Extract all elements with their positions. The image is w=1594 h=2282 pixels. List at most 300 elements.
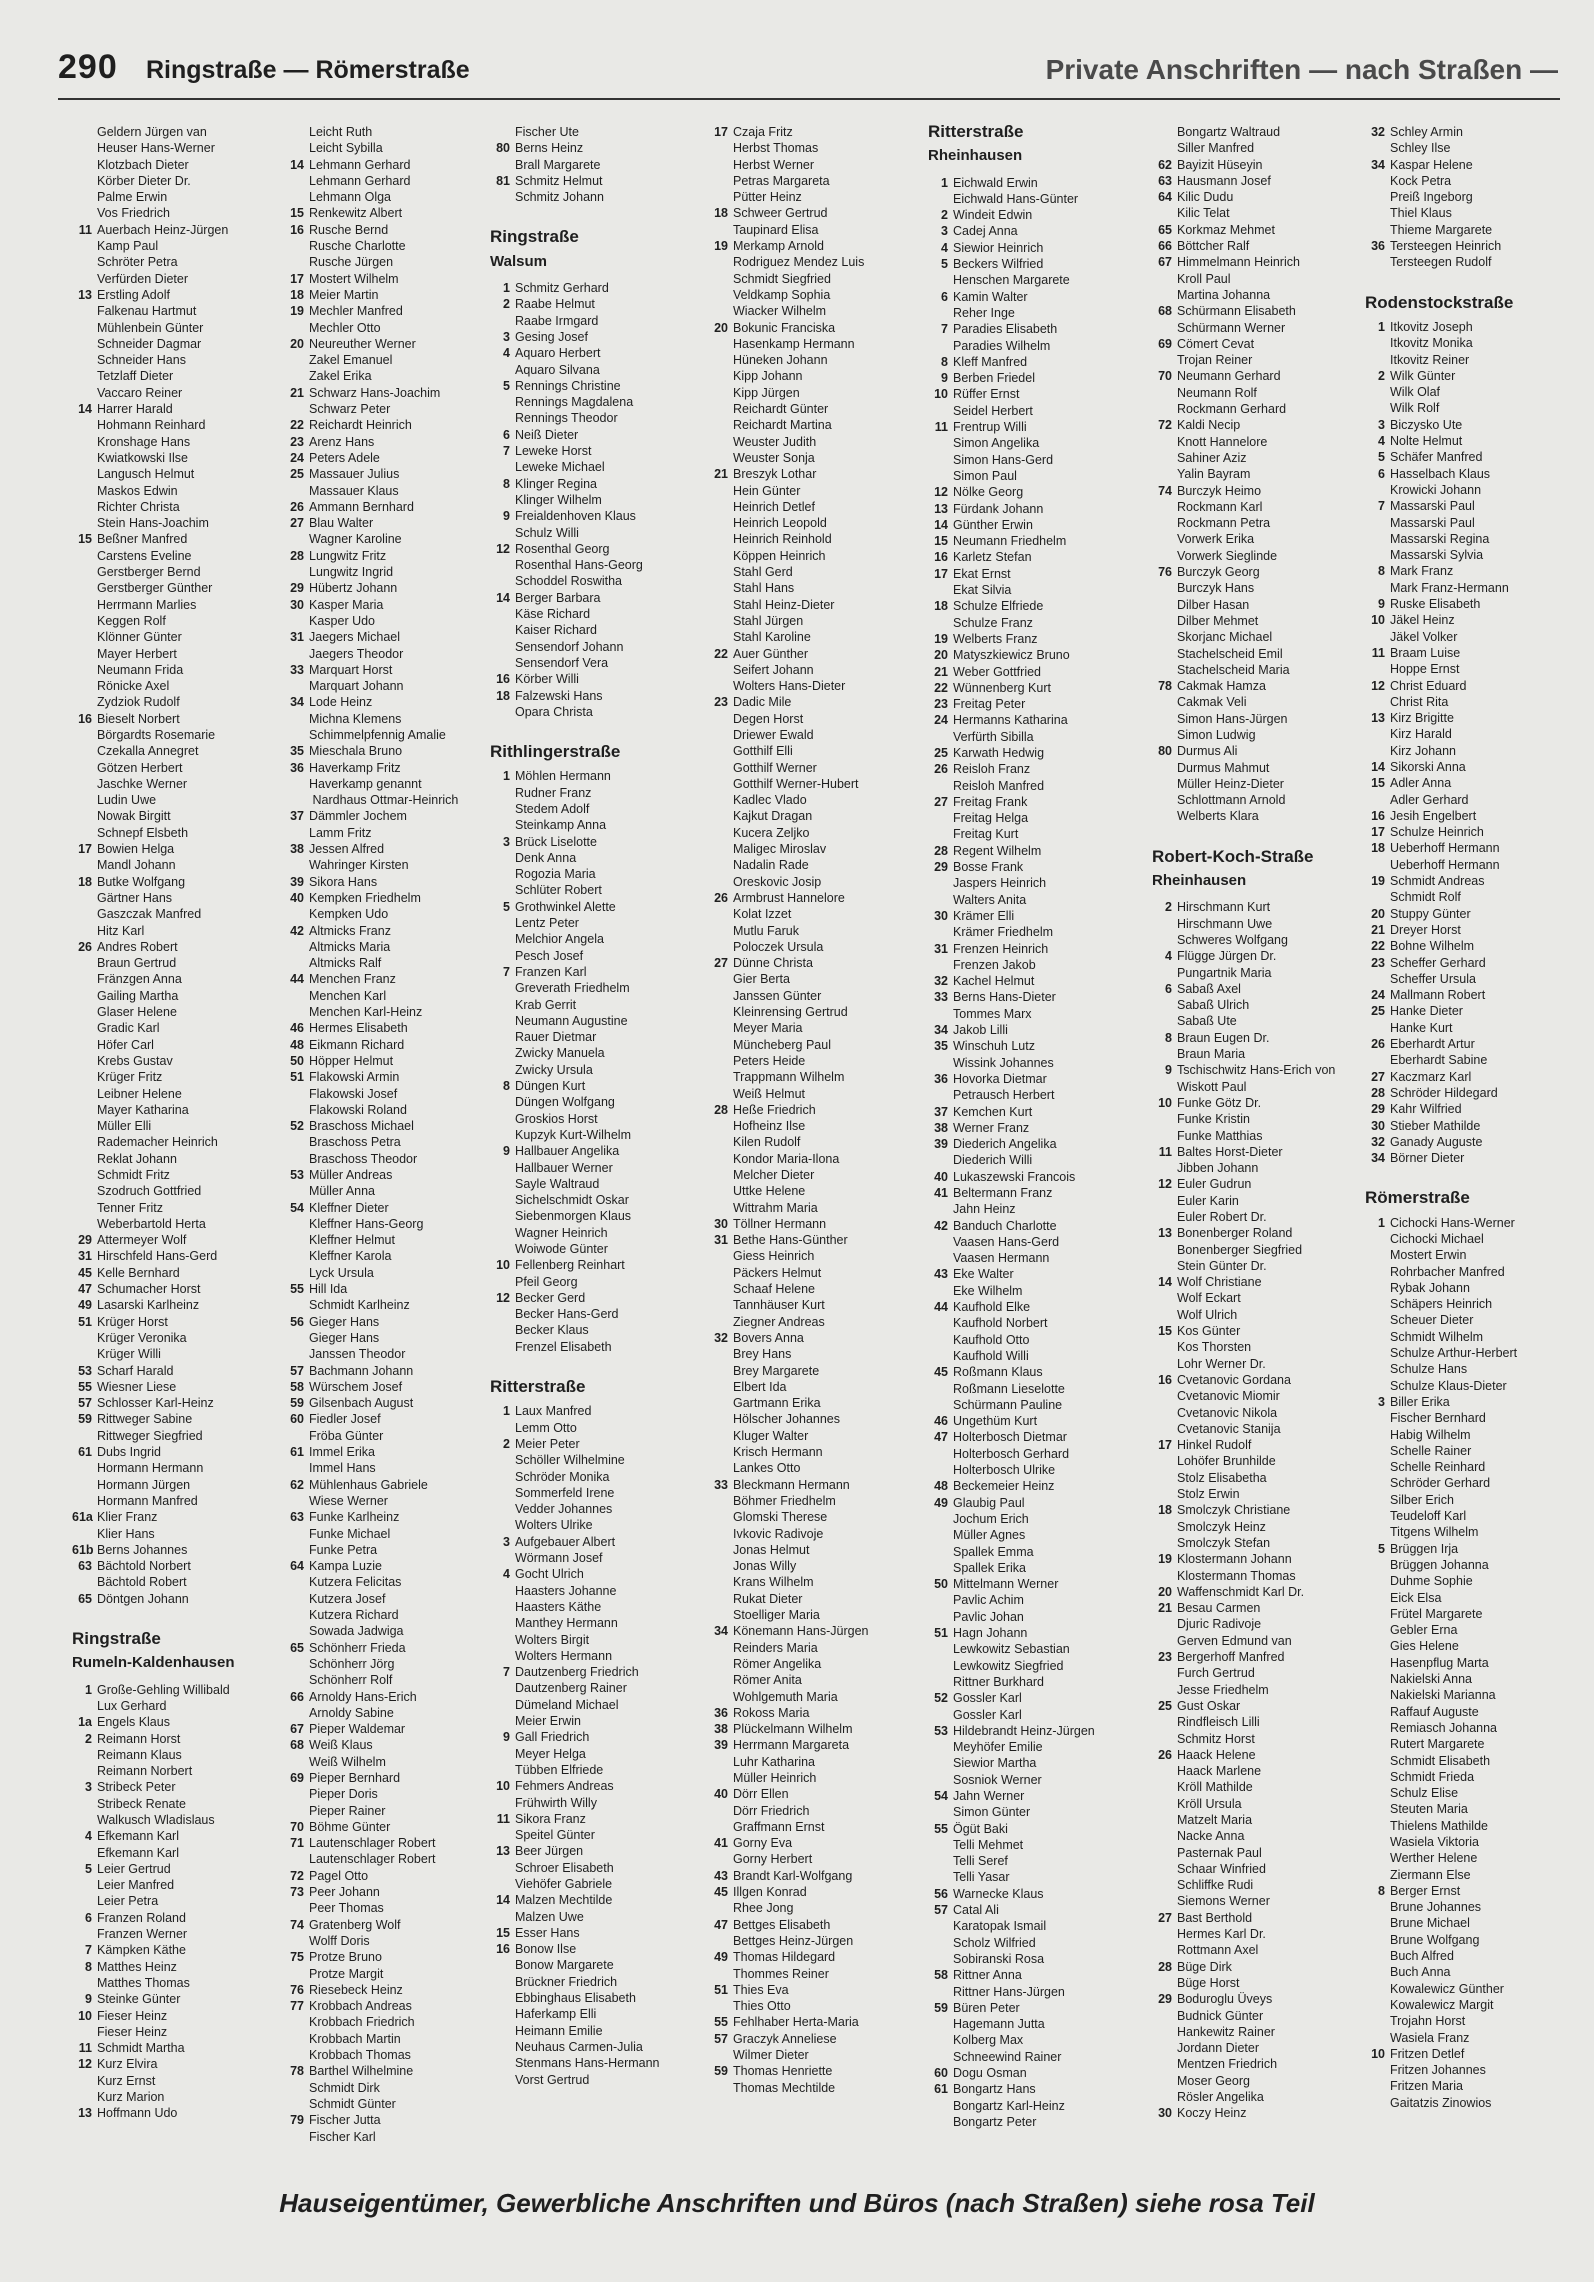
directory-entry <box>72 205 252 221</box>
resident-name: Peer Johann <box>309 1885 380 1900</box>
directory-entry <box>928 1201 1128 1217</box>
house-number: 81 <box>496 173 510 188</box>
resident-name: Beckemeier Heinz <box>953 1479 1055 1494</box>
resident-name: Gotthilf Elli <box>733 744 793 759</box>
house-number: 9 <box>503 1144 510 1159</box>
resident-name: Klier Franz <box>97 1510 158 1525</box>
directory-entry <box>928 1918 1128 1934</box>
directory-entry <box>490 1225 680 1241</box>
directory-entry <box>928 1576 1128 1592</box>
directory-entry <box>284 1200 474 1216</box>
directory-entry <box>284 2014 474 2030</box>
directory-entry <box>1365 612 1565 628</box>
resident-name: Seidel Herbert <box>953 403 1033 418</box>
resident-name: Kondor Maria-Ilona <box>733 1151 840 1166</box>
directory-entry <box>490 2006 680 2022</box>
directory-entry <box>1152 2073 1352 2089</box>
resident-name: Schulze Elfriede <box>953 599 1044 614</box>
directory-entry <box>284 1558 474 1574</box>
resident-name: Bongartz Karl-Heinz <box>953 2098 1065 2113</box>
directory-entry <box>284 808 474 824</box>
house-number: 36 <box>934 1071 948 1086</box>
resident-name: Kos Thorsten <box>1177 1340 1252 1355</box>
directory-entry <box>928 2032 1128 2048</box>
directory-entry <box>708 352 908 368</box>
resident-name: Jordann Dieter <box>1177 2041 1259 2056</box>
directory-entry <box>284 254 474 270</box>
resident-name: Klotzbach Dieter <box>97 157 189 172</box>
resident-name: Cichocki Hans-Werner <box>1390 1215 1515 1230</box>
directory-entry <box>1365 2095 1565 2111</box>
resident-name: Beer Jürgen <box>515 1844 584 1859</box>
directory-entry <box>1152 1323 1352 1339</box>
directory-entry <box>490 508 680 524</box>
resident-name: Braschoss Petra <box>309 1135 401 1150</box>
directory-entry <box>1365 2062 1565 2078</box>
directory-entry <box>72 1460 252 1476</box>
directory-entry <box>1152 1437 1352 1453</box>
directory-entry <box>72 385 252 401</box>
resident-name: Budnick Günter <box>1177 2008 1264 2023</box>
directory-entry <box>708 385 908 401</box>
house-number: 10 <box>496 1779 510 1794</box>
directory-entry <box>284 1737 474 1753</box>
resident-name: Pieper Bernhard <box>309 1770 401 1785</box>
resident-name: Hanke Kurt <box>1390 1020 1453 1035</box>
directory-entry <box>1365 1769 1565 1785</box>
resident-name: Cvetanovic Gordana <box>1177 1372 1291 1387</box>
district-heading: Rumeln-Kaldenhausen <box>72 1654 235 1672</box>
house-number: 18 <box>78 874 92 889</box>
house-number: 5 <box>503 899 510 914</box>
resident-name: Kleffner Karola <box>309 1249 392 1264</box>
directory-entry <box>708 971 908 987</box>
directory-entry <box>1152 1942 1352 1958</box>
resident-name: Massarski Paul <box>1390 515 1475 530</box>
directory-entry <box>708 1803 908 1819</box>
directory-entry <box>708 1167 908 1183</box>
resident-name: Nadalin Rade <box>733 858 809 873</box>
directory-entry <box>1152 1877 1352 1893</box>
house-number: 49 <box>714 1950 728 1965</box>
resident-name: Frütel Margarete <box>1390 1606 1483 1621</box>
resident-name: Bergerhoff Manfred <box>1177 1650 1285 1665</box>
directory-entry <box>1365 1036 1565 1052</box>
directory-entry <box>928 892 1128 908</box>
house-number: 57 <box>290 1363 304 1378</box>
house-number: 8 <box>1378 1883 1385 1898</box>
directory-entry <box>708 906 908 922</box>
directory-entry <box>1152 450 1352 466</box>
resident-name: Hovorka Dietmar <box>953 1071 1047 1086</box>
directory-entry <box>72 939 252 955</box>
resident-name: Wolters Hans-Dieter <box>733 679 846 694</box>
resident-name: Fellenberg Reinhart <box>515 1258 625 1273</box>
resident-name: Jahn Heinz <box>953 1202 1016 1217</box>
directory-entry <box>72 368 252 384</box>
house-number: 34 <box>290 695 304 710</box>
directory-entry <box>490 189 680 205</box>
resident-name: Vorst Gertrud <box>515 2072 590 2087</box>
resident-name: Massauer Klaus <box>309 483 399 498</box>
directory-entry <box>284 222 474 238</box>
house-number: 61 <box>78 1445 92 1460</box>
resident-name: Bayizit Hüseyin <box>1177 157 1263 172</box>
house-number: 43 <box>714 1868 728 1883</box>
house-number: 28 <box>714 1102 728 1117</box>
resident-name: Schneewind Rainer <box>953 2049 1062 2064</box>
resident-name: Welberts Franz <box>953 631 1038 646</box>
directory-entry <box>928 1315 1128 1331</box>
directory-entry <box>1365 1296 1565 1312</box>
directory-entry <box>708 1558 908 1574</box>
directory-entry <box>72 271 252 287</box>
house-number: 14 <box>1371 759 1385 774</box>
directory-entry <box>708 531 908 547</box>
directory-entry <box>284 368 474 384</box>
directory-entry <box>1365 1264 1565 1280</box>
directory-entry <box>1365 1590 1565 1606</box>
directory-entry <box>928 191 1128 207</box>
resident-name: Hormann Hermann <box>97 1461 204 1476</box>
resident-name: Kasper Udo <box>309 613 376 628</box>
column-5 <box>928 124 1128 2154</box>
resident-name: Oreskovic Josip <box>733 874 822 889</box>
directory-entry <box>1365 645 1565 661</box>
directory-entry <box>708 1933 908 1949</box>
resident-name: Rosenthal Hans-Georg <box>515 558 643 573</box>
directory-entry <box>1152 1144 1352 1160</box>
house-number: 38 <box>714 1722 728 1737</box>
directory-entry <box>490 2055 680 2071</box>
house-number: 36 <box>714 1705 728 1720</box>
resident-name: Stenmans Hans-Hermann <box>515 2056 660 2071</box>
directory-entry <box>1365 1427 1565 1443</box>
house-number: 13 <box>496 1844 510 1859</box>
resident-name: Regent Wilhelm <box>953 843 1042 858</box>
resident-name: Müller Heinz-Dieter <box>1177 776 1284 791</box>
directory-entry <box>490 1811 680 1827</box>
directory-entry <box>1152 1796 1352 1812</box>
resident-name: Arenz Hans <box>309 434 375 449</box>
resident-name: Eke Walter <box>953 1267 1014 1282</box>
street-heading: Robert-Koch-Straße <box>1152 846 1314 866</box>
directory-entry <box>1365 1150 1565 1166</box>
resident-name: Biczysko Ute <box>1390 417 1463 432</box>
directory-entry <box>928 484 1128 500</box>
house-number: 12 <box>1158 1177 1172 1192</box>
directory-entry <box>490 899 680 915</box>
resident-name: Christ Eduard <box>1390 678 1467 693</box>
resident-name: Siemons Werner <box>1177 1894 1270 1909</box>
house-number: 19 <box>934 631 948 646</box>
directory-entry <box>72 140 252 156</box>
resident-name: Müller Agnes <box>953 1528 1026 1543</box>
house-number: 19 <box>714 239 728 254</box>
house-number: 15 <box>290 206 304 221</box>
house-number: 56 <box>934 1886 948 1901</box>
resident-name: Ganady Auguste <box>1390 1134 1483 1149</box>
resident-name: Schürmann Elisabeth <box>1177 304 1296 319</box>
directory-entry <box>284 1216 474 1232</box>
resident-name: Jochum Erich <box>953 1511 1029 1526</box>
directory-entry <box>928 386 1128 402</box>
house-number: 21 <box>290 385 304 400</box>
house-number: 77 <box>290 1999 304 2014</box>
directory-entry <box>284 1118 474 1134</box>
house-number: 24 <box>290 450 304 465</box>
house-number: 29 <box>290 581 304 596</box>
district-heading: Walsum <box>490 252 547 270</box>
directory-entry <box>284 499 474 515</box>
resident-name: Renkewitz Albert <box>309 206 403 221</box>
directory-entry <box>490 622 680 638</box>
resident-name: Schoddel Roswitha <box>515 574 623 589</box>
resident-name: Müller Heinrich <box>733 1770 817 1785</box>
house-number: 11 <box>78 2041 92 2056</box>
resident-name: Gerstberger Günther <box>97 581 213 596</box>
directory-entry <box>72 1714 252 1730</box>
resident-name: Rittweger Sabine <box>97 1412 193 1427</box>
directory-entry <box>72 1037 252 1053</box>
house-number: 78 <box>290 2064 304 2079</box>
house-number: 3 <box>503 834 510 849</box>
resident-name: Roßmann Lieselotte <box>953 1381 1065 1396</box>
resident-name: Herrmann Margareta <box>733 1738 850 1753</box>
directory-entry <box>708 1428 908 1444</box>
resident-name: Kirz Brigitte <box>1390 711 1454 726</box>
house-number: 26 <box>1371 1037 1385 1052</box>
resident-name: Kipp Johann <box>733 369 803 384</box>
directory-entry <box>708 1770 908 1786</box>
directory-entry <box>708 792 908 808</box>
directory-entry <box>708 1102 908 1118</box>
directory-entry <box>72 564 252 580</box>
directory-entry <box>928 240 1128 256</box>
directory-entry <box>708 1363 908 1379</box>
directory-entry <box>490 124 680 140</box>
directory-entry <box>1365 1801 1565 1817</box>
directory-entry <box>72 792 252 808</box>
directory-entry <box>490 1843 680 1859</box>
directory-entry <box>72 629 252 645</box>
district-heading: Rheinhausen <box>928 147 1023 165</box>
directory-entry <box>72 2040 252 2056</box>
resident-name: Lankes Otto <box>733 1461 801 1476</box>
resident-name: Blau Walter <box>309 516 374 531</box>
directory-entry <box>928 1951 1128 1967</box>
resident-name: Haasters Käthe <box>515 1599 602 1614</box>
directory-entry <box>708 303 908 319</box>
resident-name: Harrer Harald <box>97 402 173 417</box>
resident-name: Kolat Izzet <box>733 907 792 922</box>
directory-entry <box>1152 1388 1352 1404</box>
resident-name: Rönicke Axel <box>97 679 170 694</box>
directory-entry <box>928 549 1128 565</box>
resident-name: Cömert Cevat <box>1177 336 1255 351</box>
directory-entry <box>708 499 908 515</box>
directory-entry <box>284 1069 474 1085</box>
house-number: 71 <box>290 1836 304 1851</box>
directory-entry <box>928 403 1128 419</box>
resident-name: Funke Karlheinz <box>309 1510 400 1525</box>
directory-entry <box>1365 205 1565 221</box>
directory-entry <box>1152 1910 1352 1926</box>
directory-entry <box>1152 965 1352 981</box>
resident-name: Rittner Anna <box>953 1968 1022 1983</box>
resident-name: Gradic Karl <box>97 1021 160 1036</box>
directory-entry <box>490 1094 680 1110</box>
resident-name: Burczyk Georg <box>1177 565 1260 580</box>
house-number: 48 <box>290 1037 304 1052</box>
directory-entry <box>284 2031 474 2047</box>
house-number: 19 <box>1158 1552 1172 1567</box>
resident-name: Habig Wilhelm <box>1390 1427 1471 1442</box>
resident-name: Telli Seref <box>953 1854 1008 1869</box>
house-number: 8 <box>503 476 510 491</box>
directory-entry <box>284 1493 474 1509</box>
directory-entry <box>928 1381 1128 1397</box>
resident-name: Rokoss Maria <box>733 1705 810 1720</box>
resident-name: Hirschmann Uwe <box>1177 916 1273 931</box>
directory-entry <box>490 1664 680 1680</box>
resident-name: Hasselbach Klaus <box>1390 466 1491 481</box>
resident-name: Gust Oskar <box>1177 1698 1241 1713</box>
resident-name: Speitel Günter <box>515 1828 595 1843</box>
resident-name: Bonenberger Siegfried <box>1177 1242 1303 1257</box>
house-number: 46 <box>290 1021 304 1036</box>
resident-name: Riesebeck Heinz <box>309 1982 403 1997</box>
directory-entry <box>1152 932 1352 948</box>
resident-name: Dreyer Horst <box>1390 922 1461 937</box>
directory-entry <box>284 792 474 808</box>
resident-name: Fieser Heinz <box>97 2008 168 2023</box>
resident-name: Sobiranski Rosa <box>953 1951 1045 1966</box>
directory-entry <box>1152 1405 1352 1421</box>
house-number: 16 <box>496 672 510 687</box>
house-number: 34 <box>1371 157 1385 172</box>
directory-entry <box>1365 1394 1565 1410</box>
resident-name: Bast Berthold <box>1177 1910 1253 1925</box>
house-number: 9 <box>85 1992 92 2007</box>
resident-name: Börner Dieter <box>1390 1151 1465 1166</box>
directory-entry <box>72 1265 252 1281</box>
resident-name: Rademacher Heinrich <box>97 1135 218 1150</box>
house-number: 55 <box>934 1821 948 1836</box>
house-number: 5 <box>941 257 948 272</box>
house-number: 9 <box>941 371 948 386</box>
directory-entry <box>490 296 680 312</box>
directory-entry <box>1365 368 1565 384</box>
directory-entry <box>284 857 474 873</box>
house-number: 40 <box>934 1169 948 1184</box>
directory-entry <box>284 303 474 319</box>
directory-entry <box>284 1379 474 1395</box>
resident-name: Wolf Eckart <box>1177 1291 1241 1306</box>
resident-name: Krüger Fritz <box>97 1070 163 1085</box>
resident-name: Simon Hans-Jürgen <box>1177 711 1288 726</box>
resident-name: Butke Wolfgang <box>97 874 186 889</box>
directory-entry <box>708 368 908 384</box>
house-number: 22 <box>290 418 304 433</box>
directory-entry <box>72 1574 252 1590</box>
resident-name: Sabaß Ulrich <box>1177 998 1250 1013</box>
directory-entry <box>72 287 252 303</box>
directory-entry <box>490 768 680 784</box>
house-number: 2 <box>1378 368 1385 383</box>
directory-entry <box>490 2039 680 2055</box>
resident-name: Frühwirth Willy <box>515 1795 597 1810</box>
resident-name: Rosenthal Georg <box>515 541 610 556</box>
resident-name: Schmidt Rolf <box>1390 890 1461 905</box>
house-number: 32 <box>1371 1134 1385 1149</box>
column-3 <box>490 124 680 2154</box>
directory-entry <box>72 1428 252 1444</box>
directory-entry <box>708 874 908 890</box>
house-number: 12 <box>496 541 510 556</box>
directory-entry <box>1365 482 1565 498</box>
directory-entry <box>490 1111 680 1127</box>
directory-entry <box>1152 238 1352 254</box>
directory-entry <box>1152 694 1352 710</box>
resident-name: Schweres Wolfgang <box>1177 932 1288 947</box>
directory-entry <box>1152 1861 1352 1877</box>
directory-entry <box>490 834 680 850</box>
resident-name: Tersteegen Rudolf <box>1390 255 1492 270</box>
directory-entry <box>284 1086 474 1102</box>
directory-entry <box>708 401 908 417</box>
directory-entry <box>928 1821 1128 1837</box>
resident-name: Laux Manfred <box>515 1404 592 1419</box>
directory-entry <box>490 157 680 173</box>
house-number: 12 <box>496 1290 510 1305</box>
directory-entry <box>490 2023 680 2039</box>
resident-name: Lux Gerhard <box>97 1698 167 1713</box>
directory-entry <box>490 541 680 557</box>
house-number: 78 <box>1158 679 1172 694</box>
directory-entry <box>1152 287 1352 303</box>
directory-entry <box>1365 1948 1565 1964</box>
house-number: 8 <box>1378 564 1385 579</box>
resident-name: Fritzen Maria <box>1390 2079 1463 2094</box>
house-number: 8 <box>503 1079 510 1094</box>
resident-name: Immel Erika <box>309 1445 375 1460</box>
directory-entry <box>284 1151 474 1167</box>
directory-entry <box>490 964 680 980</box>
directory-entry <box>928 794 1128 810</box>
directory-entry <box>1365 2013 1565 2029</box>
resident-name: Christ Rita <box>1390 694 1449 709</box>
directory-entry <box>490 866 680 882</box>
resident-name: Krebs Gustav <box>97 1053 173 1068</box>
house-number: 23 <box>934 697 948 712</box>
resident-name: Teudeloff Karl <box>1390 1509 1467 1524</box>
resident-name: Gaitatzis Zinowios <box>1390 2095 1492 2110</box>
house-number: 11 <box>1371 645 1385 660</box>
house-number: 47 <box>78 1282 92 1297</box>
directory-entry <box>1152 1714 1352 1730</box>
resident-name: Cakmak Veli <box>1177 695 1247 710</box>
resident-name: Kaiser Richard <box>515 623 597 638</box>
house-number: 38 <box>290 842 304 857</box>
resident-name: Marquart Johann <box>309 679 404 694</box>
directory-entry <box>708 1086 908 1102</box>
house-number: 5 <box>85 1861 92 1876</box>
directory-entry <box>72 531 252 547</box>
resident-name: Barthel Wilhelmine <box>309 2064 414 2079</box>
resident-name: Szodruch Gottfried <box>97 1184 202 1199</box>
resident-name: Wolters Hermann <box>515 1648 613 1663</box>
